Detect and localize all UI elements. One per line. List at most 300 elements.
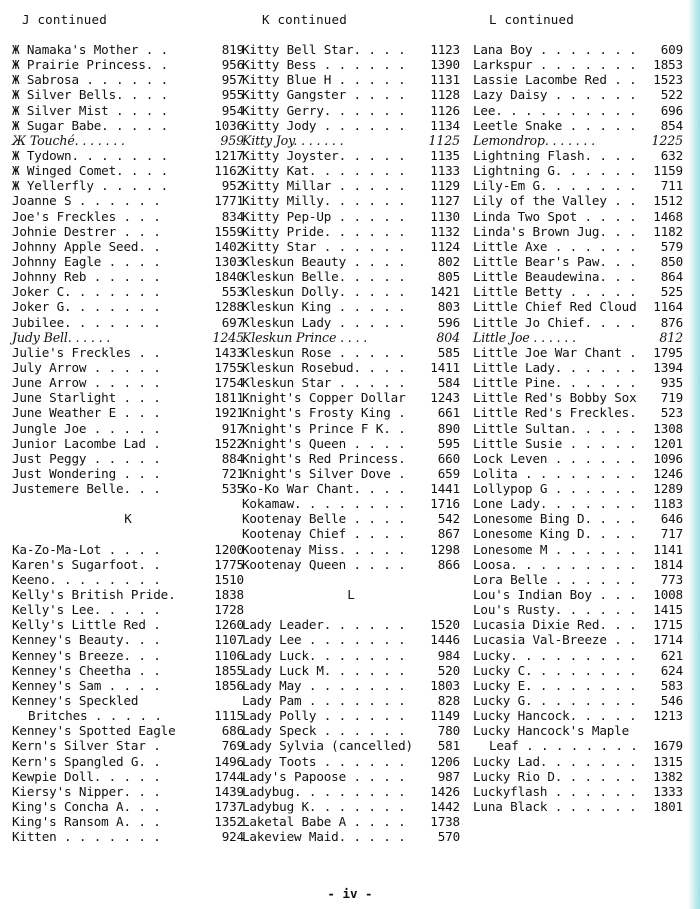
entry-name: Kern's Silver Star .	[12, 738, 161, 754]
entry-name: Lady Polly . . . . . .	[242, 708, 406, 724]
entry-name: Ж Touché. . . . . . .	[12, 132, 125, 148]
entry-name: Ж Namaka's Mother . .	[12, 41, 169, 57]
entry-name: Lora Belle . . . . . .	[473, 571, 637, 587]
list-item	[12, 436, 244, 451]
list-item	[242, 87, 460, 102]
entry-number: 1838	[214, 587, 244, 603]
list-item	[473, 769, 683, 784]
entry-name: Lady Toots . . . . . .	[242, 753, 406, 769]
entry-name: Lightning G. . . . . .	[473, 163, 637, 179]
entry-number: 1811	[214, 390, 244, 406]
list-item	[242, 360, 460, 375]
entry-name: Little Red's Bobby Sox	[473, 390, 637, 406]
entry-number: 769	[221, 738, 244, 754]
entry-number: 1288	[214, 299, 244, 315]
entry-number: 890	[437, 420, 460, 436]
entry-number: 523	[660, 405, 683, 421]
entry-number: 584	[437, 375, 460, 391]
entry-number: 1123	[430, 41, 460, 57]
entry-name: Kenney's Spotted Eagle	[12, 723, 176, 739]
list-item	[12, 693, 244, 708]
list-item	[242, 738, 460, 753]
entry-number: 1510	[214, 571, 244, 587]
entry-name: Lonesome Bing D. . . .	[473, 511, 637, 527]
entry-name: Knight's Frosty King .	[242, 405, 406, 421]
entry-number: 1149	[430, 708, 460, 724]
entry-name: June Weather E . . .	[12, 405, 161, 421]
list-item	[242, 103, 460, 118]
entry-number: 660	[437, 450, 460, 466]
entry-name: Lee. . . . . . . . . .	[473, 102, 637, 118]
entry-number: 1382	[653, 768, 683, 784]
entry-number: 935	[660, 375, 683, 391]
entry-number: 1853	[653, 57, 683, 73]
entry-name: Jungle Joe . . . . .	[12, 420, 161, 436]
entry-name: Karen's Sugarfoot. .	[12, 556, 161, 572]
entry-number: 609	[660, 41, 683, 57]
list-item	[473, 587, 683, 602]
list-item	[473, 511, 683, 526]
list-item	[242, 617, 460, 632]
list-item	[473, 87, 683, 102]
entry-number: 1201	[653, 435, 683, 451]
list-item	[473, 103, 683, 118]
list-item	[12, 284, 244, 299]
list-item	[12, 405, 244, 420]
entry-name: Kitty Millar . . . . .	[242, 178, 406, 194]
entry-name: Loosa. . . . . . . . .	[473, 556, 637, 572]
entry-number: 661	[437, 405, 460, 421]
entry-number: 686	[221, 723, 244, 739]
section-letter: K	[124, 511, 132, 527]
entry-name: Ka-Zo-Ma-Lot . . . .	[12, 541, 161, 557]
list-item	[242, 209, 460, 224]
entry-number: 917	[221, 420, 244, 436]
entry-name: Knight's Queen . . . .	[242, 435, 406, 451]
list-item	[12, 784, 244, 799]
entry-number: 1433	[214, 344, 244, 360]
entry-name: Kitty Bess . . . . . .	[242, 57, 406, 73]
entry-number: 1803	[430, 677, 460, 693]
entry-name: Lucky Lad. . . . . . .	[473, 753, 637, 769]
list-item	[473, 239, 683, 254]
list-item	[242, 330, 460, 345]
list-item	[12, 163, 244, 178]
list-item	[12, 148, 244, 163]
blank-line	[242, 602, 460, 617]
entry-number: 1411	[430, 359, 460, 375]
entry-name: Ж Winged Comet. . . .	[12, 163, 169, 179]
list-item	[242, 663, 460, 678]
entry-number: 1225	[651, 132, 683, 148]
entry-name: Laketal Babe A . . . .	[242, 814, 406, 830]
list-item	[12, 708, 244, 723]
entry-name: Little Joe . . . . . .	[473, 329, 576, 345]
list-item	[12, 72, 244, 87]
entry-name: Knight's Silver Dove .	[242, 465, 406, 481]
entry-name: Little Bear's Paw. . .	[473, 253, 637, 269]
blank-line	[242, 572, 460, 587]
list-item	[12, 466, 244, 481]
entry-name: Ko-Ko War Chant. . . .	[242, 481, 406, 497]
list-item	[242, 345, 460, 360]
entry-number: 1775	[214, 556, 244, 572]
list-item	[12, 360, 244, 375]
entry-name: Lucky C. . . . . . . .	[473, 662, 637, 678]
entry-number: 1159	[653, 163, 683, 179]
list-item	[242, 72, 460, 87]
list-item	[12, 87, 244, 102]
entry-number: 952	[221, 178, 244, 194]
entry-number: 987	[437, 768, 460, 784]
entry-name: Knight's Prince F K. .	[242, 420, 406, 436]
entry-name: Kewpie Doll. . . . .	[12, 768, 161, 784]
list-item	[242, 254, 460, 269]
entry-name: Kleskun Rose . . . . .	[242, 344, 406, 360]
entry-number: 803	[437, 299, 460, 315]
entry-number: 957	[221, 72, 244, 88]
entry-number: 1728	[214, 602, 244, 618]
entry-number: 1737	[214, 799, 244, 815]
entry-number: 1744	[214, 768, 244, 784]
list-item	[473, 345, 683, 360]
entry-name: Ж Sugar Babe. . . . .	[12, 117, 169, 133]
entry-name: Kitty Star . . . . . .	[242, 238, 406, 254]
list-item	[473, 72, 683, 87]
entry-number: 867	[437, 526, 460, 542]
list-item	[473, 133, 683, 148]
entry-number: 1243	[430, 390, 460, 406]
entry-name: Luna Black . . . . . .	[473, 799, 637, 815]
entry-number: 1141	[653, 541, 683, 557]
list-item	[473, 178, 683, 193]
entry-name: Lucky Rio D. . . . . .	[473, 768, 637, 784]
entry-name: Larkspur . . . . . . .	[473, 57, 637, 73]
list-item	[12, 481, 244, 496]
entry-number: 954	[221, 102, 244, 118]
entry-name: Little Sultan. . . . .	[473, 420, 637, 436]
list-item	[242, 133, 460, 148]
entry-name: Kitty Gerry. . . . . .	[242, 102, 406, 118]
entry-name: Lucky E. . . . . . . .	[473, 677, 637, 693]
list-item	[242, 193, 460, 208]
list-item	[473, 723, 683, 738]
entry-number: 659	[437, 465, 460, 481]
entry-name: Kitty Blue H . . . . .	[242, 72, 406, 88]
list-item	[473, 451, 683, 466]
list-item	[242, 693, 460, 708]
entry-name: Leaf . . . . . . . .	[489, 738, 638, 754]
entry-name: Kelly's British Pride.	[12, 587, 176, 603]
entry-name: Kitty Pride. . . . . .	[242, 223, 406, 239]
entry-number: 1390	[430, 57, 460, 73]
entry-number: 632	[660, 147, 683, 163]
entry-number: 1298	[430, 541, 460, 557]
entry-number: 1127	[430, 193, 460, 209]
entry-name: Little Beaudewina. . .	[473, 269, 637, 285]
entry-name: Lassie Lacombe Red . .	[473, 72, 637, 88]
list-item	[12, 57, 244, 72]
entry-list	[12, 42, 244, 844]
entry-number: 819	[221, 41, 244, 57]
entry-name: Kenney's Beauty. . .	[12, 632, 161, 648]
entry-name: Lolita . . . . . . . .	[473, 465, 637, 481]
entry-number: 984	[437, 647, 460, 663]
entry-number: 1679	[653, 738, 683, 754]
entry-number: 719	[660, 390, 683, 406]
entry-name: Joker G. . . . . . .	[12, 299, 161, 315]
entry-number: 1801	[653, 799, 683, 815]
list-item	[12, 103, 244, 118]
list-item	[242, 57, 460, 72]
section-letter-heading	[12, 511, 244, 526]
entry-name: Joker C. . . . . . .	[12, 284, 161, 300]
entry-name: Britches . . . . .	[28, 708, 162, 724]
list-item	[242, 784, 460, 799]
entry-name: Lazy Daisy . . . . . .	[473, 87, 637, 103]
entry-name: Little Pine. . . . . .	[473, 375, 637, 391]
entry-name: Just Wondering . . .	[12, 465, 161, 481]
entry-name: Kiersy's Nipper. . .	[12, 783, 161, 799]
list-item	[473, 284, 683, 299]
list-item	[12, 254, 244, 269]
entry-number: 1200	[214, 541, 244, 557]
entry-name: Ж Silver Bells. . . .	[12, 87, 169, 103]
entry-number: 1415	[653, 602, 683, 618]
list-item	[473, 193, 683, 208]
entry-name: Luckyflash . . . . . .	[473, 783, 637, 799]
list-item	[242, 511, 460, 526]
entry-number: 535	[221, 481, 244, 497]
entry-name: Lightning Flash. . . .	[473, 147, 637, 163]
entry-number: 805	[437, 269, 460, 285]
list-item	[242, 769, 460, 784]
entry-name: Lonesome King D. . . .	[473, 526, 637, 542]
entry-name: Lou's Rusty. . . . . .	[473, 602, 637, 618]
entry-number: 1106	[214, 647, 244, 663]
entry-number: 780	[437, 723, 460, 739]
entry-number: 1771	[214, 193, 244, 209]
list-item	[12, 193, 244, 208]
entry-name: King's Ransom A. . .	[12, 814, 161, 830]
entry-number: 579	[660, 238, 683, 254]
list-item	[12, 239, 244, 254]
list-item	[12, 42, 244, 57]
entry-number: 1132	[430, 223, 460, 239]
entry-number: 697	[221, 314, 244, 330]
list-item	[473, 663, 683, 678]
list-item	[242, 299, 460, 314]
entry-name: Lemondrop. . . . . . .	[473, 132, 595, 148]
entry-name: Ж Silver Mist . . . .	[12, 102, 169, 118]
entry-name: Ж Sabrosa . . . . . .	[12, 72, 169, 88]
list-item	[12, 178, 244, 193]
list-item	[12, 663, 244, 678]
list-item	[242, 632, 460, 647]
list-item	[473, 299, 683, 314]
entry-name: Ladybug. . . . . . . .	[242, 783, 406, 799]
entry-name: Kern's Spangled G. .	[12, 753, 161, 769]
entry-name: Kleskun Belle. . . . .	[242, 269, 406, 285]
list-item	[242, 42, 460, 57]
entry-number: 1133	[430, 163, 460, 179]
entry-number: 1246	[653, 465, 683, 481]
entry-number: 955	[221, 87, 244, 103]
list-item	[12, 723, 244, 738]
entry-number: 1315	[653, 753, 683, 769]
entry-name: Judy Bell. . . . . .	[12, 329, 111, 345]
entry-name: Junior Lacombe Lad .	[12, 435, 161, 451]
entry-name: Kitty Joy. . . . . . .	[242, 132, 344, 148]
entry-name: Johnny Reb . . . . .	[12, 269, 161, 285]
entry-number: 876	[660, 314, 683, 330]
entry-number: 1814	[653, 556, 683, 572]
entry-number: 828	[437, 693, 460, 709]
list-item	[473, 693, 683, 708]
entry-number: 866	[437, 556, 460, 572]
list-item	[242, 239, 460, 254]
entry-number: 850	[660, 253, 683, 269]
list-item	[12, 557, 244, 572]
entry-number: 542	[437, 511, 460, 527]
entry-number: 1333	[653, 783, 683, 799]
entry-number: 711	[660, 178, 683, 194]
list-item	[473, 148, 683, 163]
entry-number: 1115	[214, 708, 244, 724]
entry-name: Kootenay Queen . . . .	[242, 556, 406, 572]
entry-number: 1131	[430, 72, 460, 88]
list-item	[473, 360, 683, 375]
entry-name: Lou's Indian Boy . . .	[473, 587, 637, 603]
entry-name: Little Susie . . . . .	[473, 435, 637, 451]
entry-number: 1008	[653, 587, 683, 603]
entry-name: Little Joe War Chant .	[473, 344, 637, 360]
list-item	[473, 557, 683, 572]
entry-number: 1855	[214, 662, 244, 678]
entry-number: 1496	[214, 753, 244, 769]
list-item	[242, 496, 460, 511]
entry-number: 624	[660, 662, 683, 678]
entry-number: 1135	[430, 147, 460, 163]
entry-name: Lonesome M . . . . . .	[473, 541, 637, 557]
entry-number: 1755	[214, 359, 244, 375]
entry-name: Kenney's Speckled	[12, 693, 139, 709]
entry-number: 959	[220, 132, 244, 148]
list-item	[12, 133, 244, 148]
entry-number: 581	[437, 738, 460, 754]
entry-name: Lily of the Valley . .	[473, 193, 637, 209]
list-item	[242, 814, 460, 829]
entry-number: 1441	[430, 481, 460, 497]
entry-name: Kleskun Star . . . . .	[242, 375, 406, 391]
entry-number: 1840	[214, 269, 244, 285]
list-item	[473, 632, 683, 647]
list-item	[12, 375, 244, 390]
entry-name: Kitty Pep-Up . . . . .	[242, 208, 406, 224]
list-item	[12, 587, 244, 602]
entry-name: Kleskun King . . . . .	[242, 299, 406, 315]
entry-name: Ж Yellerfly . . . . .	[12, 178, 169, 194]
list-item	[242, 436, 460, 451]
list-item	[473, 708, 683, 723]
entry-number: 1921	[214, 405, 244, 421]
entry-name: Joanne S . . . . . .	[12, 193, 161, 209]
entry-number: 773	[660, 571, 683, 587]
list-item	[473, 784, 683, 799]
entry-name: Lone Lady. . . . . . .	[473, 496, 637, 512]
entry-name: Lady May . . . . . . .	[242, 677, 406, 693]
entry-number: 1164	[653, 299, 683, 315]
list-item	[12, 754, 244, 769]
entry-number: 717	[660, 526, 683, 542]
entry-number: 1426	[430, 783, 460, 799]
list-item	[242, 557, 460, 572]
list-item	[473, 269, 683, 284]
list-item	[473, 405, 683, 420]
page-edge-shadow	[688, 0, 700, 909]
list-item	[12, 451, 244, 466]
entry-number: 553	[221, 284, 244, 300]
entry-name: Knight's Red Princess.	[242, 450, 406, 466]
entry-number: 1217	[214, 147, 244, 163]
entry-number: 1096	[653, 450, 683, 466]
entry-name: King's Concha A. . .	[12, 799, 161, 815]
list-item	[12, 678, 244, 693]
list-item	[473, 254, 683, 269]
list-item	[12, 299, 244, 314]
list-item	[473, 799, 683, 814]
entry-name: Julie's Freckles . .	[12, 344, 161, 360]
list-item	[473, 602, 683, 617]
entry-number: 546	[660, 693, 683, 709]
entry-name: Kokamaw. . . . . . . .	[242, 496, 406, 512]
list-item	[473, 572, 683, 587]
list-item	[473, 738, 683, 753]
entry-name: Kitty Gangster . . . .	[242, 87, 406, 103]
entry-number: 525	[660, 284, 683, 300]
list-item	[473, 481, 683, 496]
list-item	[242, 148, 460, 163]
entry-number: 1130	[430, 208, 460, 224]
entry-number: 1162	[214, 163, 244, 179]
list-item	[473, 436, 683, 451]
entry-name: Kleskun Dolly. . . . .	[242, 284, 406, 300]
entry-number: 1303	[214, 253, 244, 269]
list-item	[12, 421, 244, 436]
entry-name: Lady Pam . . . . . . .	[242, 693, 406, 709]
entry-name: Linda's Brown Jug. . .	[473, 223, 637, 239]
entry-number: 1125	[428, 132, 460, 148]
column-header: L continued	[489, 12, 574, 27]
entry-name: Kelly's Little Red .	[12, 617, 161, 633]
entry-name: Just Peggy . . . . .	[12, 450, 161, 466]
list-item	[242, 754, 460, 769]
entry-name: Kleskun Rosebud. . . .	[242, 359, 406, 375]
entry-number: 812	[659, 329, 683, 345]
list-item	[242, 178, 460, 193]
list-item	[242, 269, 460, 284]
entry-number: 595	[437, 435, 460, 451]
entry-name: Lucky G. . . . . . . .	[473, 693, 637, 709]
list-item	[12, 769, 244, 784]
entry-name: Lock Leven . . . . . .	[473, 450, 637, 466]
list-item	[12, 390, 244, 405]
list-item	[12, 315, 244, 330]
entry-name: Lady Luck M. . . . . .	[242, 662, 406, 678]
entry-number: 1795	[653, 344, 683, 360]
entry-name: Keeno. . . . . . . .	[12, 571, 161, 587]
entry-name: Lucky Hancock. . . . .	[473, 708, 637, 724]
